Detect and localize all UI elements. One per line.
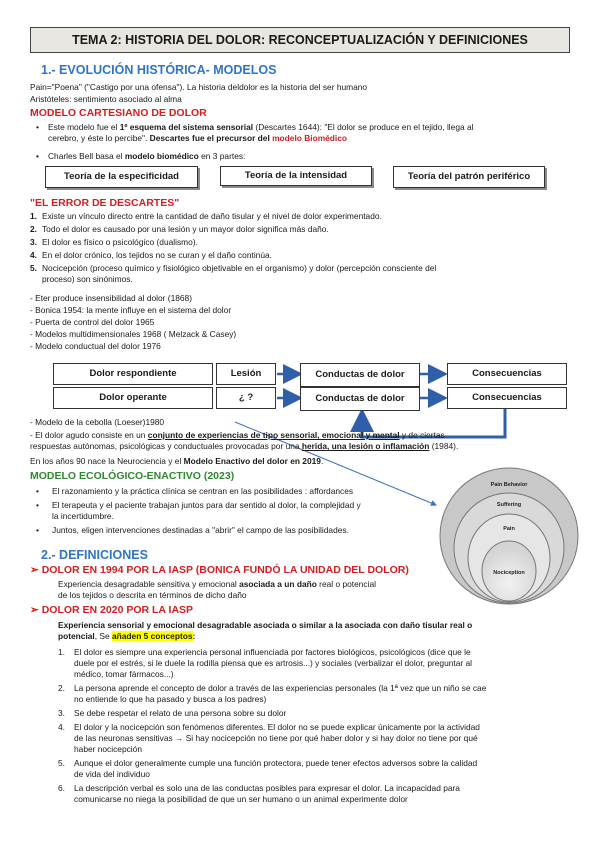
teoria-especificidad-box: Teoría de la especificidad	[45, 166, 198, 188]
concept-item: 2. La persona aprende el concepto de dolor a través de las experiencias personales (la 1ª vez que un niño se cae no entiende lo que ha pasado y busca a los padres)	[58, 683, 487, 704]
dash-item: - Bonica 1954: la mente influye en el sistema del dolor	[30, 305, 232, 315]
cebolla-line: - Modelo de la cebolla (Loeser)1980	[30, 417, 165, 427]
item-number: 5.	[30, 263, 37, 273]
section-2-heading: 2.- DEFINICIONES	[41, 548, 148, 562]
conductas-box-2: Conductas de dolor	[300, 387, 420, 411]
bullet-icon: •	[36, 500, 39, 510]
bullet-icon: •	[36, 525, 39, 535]
eco-item: • Juntos, eligen intervenciones destinadas a "abrir" el campo de las posibilidades.	[36, 525, 349, 535]
onion-label-pain-behavior: Pain Behavior	[490, 482, 528, 488]
item-number: 4.	[30, 250, 37, 260]
item-number: 3.	[58, 708, 65, 718]
eco-item: • El terapeuta y el paciente trabajan juntos para dar sentido al dolor, la complejidad y la incertidumbre.	[36, 500, 361, 521]
concept-item: 5. Aunque el dolor generalmente cumple una función protectora, puede tener efectos adversos sobre la calidad de vida del individuo	[58, 758, 478, 779]
bullet-icon: •	[36, 122, 39, 132]
section-1-heading: 1.- EVOLUCIÓN HISTÓRICA- MODELOS	[41, 63, 277, 77]
error-item: 3. El dolor es físico o psicológico (dualismo).	[30, 237, 198, 247]
dash-item: - Modelo conductual del dolor 1976	[30, 341, 161, 351]
pain-etymology: Pain="Poena" ("Castigo por una ofensa"). La historia deldolor es la historia del ser humano	[30, 82, 368, 92]
item-number: 2.	[58, 683, 65, 693]
teoria-patron-box: Teoría del patrón periférico	[393, 166, 545, 188]
item-number: 3.	[30, 237, 37, 247]
concept-item: 4. El dolor y la nocicepción son fenómenos diferentes. El dolor no se puede explicar únicamente por la actividad de las neuronas sensitivas → Si hay nocicepción no tiene por qué haber dolor y si hay dolor no tiene por qué haber nocicepción	[58, 722, 480, 754]
aristoteles-line: Aristóteles: sentimiento asociado al alma	[30, 94, 182, 104]
dolor-operante-box: Dolor operante	[53, 387, 213, 409]
dolor-1994-heading: ➢ DOLOR EN 1994 POR LA IASP (BONICA FUNDÓ LA UNIDAD DEL DOLOR)	[30, 564, 409, 576]
cartesiano-bullet-2: • Charles Bell basa el modelo biomédico en 3 partes:	[36, 151, 246, 161]
error-item: 5. Nocicepción (proceso químico y fisiológico objetivable en el organismo) y dolor (percepción consciente del proceso) son sinónimos.	[30, 263, 437, 284]
teoria-intensidad-box: Teoría de la intensidad	[220, 166, 372, 186]
dolor-2020-heading: ➢ DOLOR EN 2020 POR LA IASP	[30, 604, 194, 616]
def-2020: Experiencia sensorial y emocional desagradable asociada o similar a la asociada con daño tisular real o potencial, Se añaden 5 conceptos:	[58, 620, 473, 641]
item-number: 1.	[58, 647, 65, 657]
dash-item: - Eter produce insensibilidad al dolor (1868)	[30, 293, 193, 303]
dolor-respondiente-box: Dolor respondiente	[53, 363, 213, 385]
concept-item: 3. Se debe respetar el relato de una persona sobre su dolor	[58, 708, 287, 718]
def-1994: Experiencia desagradable sensitiva y emocional asociada a un daño real o potencial de los tejidos o descrita en términos de dicho daño	[58, 579, 376, 600]
bullet-icon: •	[36, 486, 39, 496]
bullet-icon: •	[36, 151, 39, 161]
conductas-box-1: Conductas de dolor	[300, 363, 420, 387]
dash-item: - Puerta de control del dolor 1965	[30, 317, 155, 327]
consecuencias-box-1: Consecuencias	[447, 363, 567, 385]
ecologico-heading: MODELO ECOLÓGICO-ENACTIVO (2023)	[30, 470, 235, 482]
error-item: 1. Existe un vínculo directo entre la cantidad de daño tisular y el nivel de dolor experimentado.	[30, 211, 382, 221]
item-number: 2.	[30, 224, 37, 234]
cartesiano-bullet-1: • Este modelo fue el 1º esquema del sistema sensorial (Descartes 1644): "El dolor se produce en el tejido, llega al cerebro, y éste lo percibe". Descartes fue el precursor del modelo Biomédico	[36, 122, 474, 143]
consecuencias-box-2: Consecuencias	[447, 387, 567, 409]
error-descartes-heading: "EL ERROR DE DESCARTES"	[30, 197, 180, 209]
onion-label-suffering: Suffering	[496, 502, 522, 508]
dash-item: - Modelos multidimensionales 1968 ( Melzack & Casey)	[30, 329, 237, 339]
item-number: 5.	[58, 758, 65, 768]
cartesiano-heading: MODELO CARTESIANO DE DOLOR	[30, 107, 207, 119]
concept-item: 1. El dolor es siempre una experiencia personal influenciada por factores biológicos, psicológicos (dice que le duele por el estrés, si le duele la rodilla piensa que es artrosis...) y sociales (verbalizar el dolor, preguntar al médico, tomar fármacos...)	[58, 647, 473, 679]
onion-label-nociception: Nociception	[493, 570, 525, 576]
dolor-agudo-paragraph: - El dolor agudo consiste en un conjunto de experiencias de tipo sensorial, emocional y mental y de ciertas respuestas autónomas, psicológicas y conductuales provocadas por una herida, una lesión o inflamación (1984).	[30, 430, 459, 451]
arrow-right-icon: ➢	[30, 564, 42, 576]
lesion-box: Lesión	[216, 363, 276, 385]
page-title: TEMA 2: HISTORIA DEL DOLOR: RECONCEPTUALIZACIÓN Y DEFINICIONES	[30, 27, 570, 53]
item-number: 4.	[58, 722, 65, 732]
eco-item: • El razonamiento y la práctica clínica se centran en las posibilidades : affordances	[36, 486, 354, 496]
item-number: 1.	[30, 211, 37, 221]
item-number: 6.	[58, 783, 65, 793]
concept-item: 6. La descripción verbal es solo una de las conductas posibles para expresar el dolor. La incapacidad para comunicarse no niega la posibilidad de que un ser humano o un animal experimente dolor	[58, 783, 460, 804]
anos-90-line: En los años 90 nace la Neurociencia y el Modelo Enactivo del dolor en 2019.	[30, 456, 324, 466]
arrow-right-icon: ➢	[30, 604, 42, 616]
question-box: ¿ ?	[216, 387, 276, 409]
concepts-list	[58, 647, 583, 808]
error-item: 2. Todo el dolor es causado por una lesión y un mayor dolor significa más daño.	[30, 224, 329, 234]
error-item: 4. En el dolor crónico, los tejidos no se curan y el daño continúa.	[30, 250, 272, 260]
onion-label-pain: Pain	[503, 526, 515, 532]
